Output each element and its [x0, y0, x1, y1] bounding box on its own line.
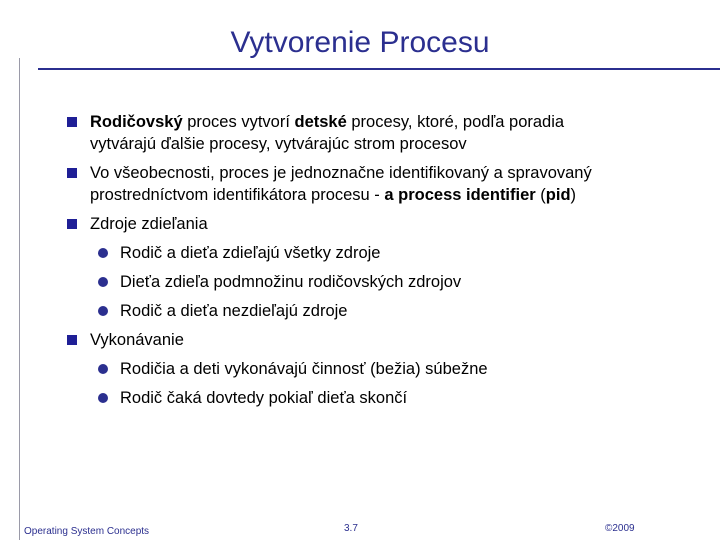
bullet-1-text-1: proces vytvorí [182, 113, 295, 131]
footer-left: Operating System Concepts [24, 526, 150, 537]
bullet-4: Vykonávanie [90, 331, 184, 349]
square-bullet-icon [67, 168, 77, 178]
square-bullet-icon [67, 117, 77, 127]
bullet-3-sub-1: Rodič a dieťa zdieľajú všetky zdroje [120, 244, 381, 262]
footer-copyright: ©2009 [605, 523, 635, 534]
bullet-2-strong-2: pid [545, 186, 571, 204]
bullet-1-strong-1: Rodičovský [90, 113, 183, 131]
circle-bullet-icon [98, 248, 108, 258]
bullet-1-line-1 [90, 111, 564, 133]
circle-bullet-icon [98, 277, 108, 287]
bullet-1-text-2: procesy, ktoré, podľa poradia [346, 113, 565, 131]
circle-bullet-icon [98, 364, 108, 374]
bullet-1-strong-2: detské [294, 113, 347, 131]
bullet-1-line-2: vytvárajú ďalšie procesy, vytvárajúc strom procesov [90, 135, 467, 153]
bullet-4-sub-2: Rodič čaká dovtedy pokiaľ dieťa skončí [120, 389, 408, 407]
square-bullet-icon [67, 219, 77, 229]
footer-page-number: 3.7 [344, 523, 358, 534]
bullet-4-sub-1: Rodičia a deti vykonávajú činnosť (bežia) súbežne [120, 360, 488, 378]
bullet-3: Zdroje zdieľania [90, 215, 208, 233]
title-underline [38, 68, 720, 70]
bullet-2-text-3: ) [570, 186, 577, 204]
slide-title: Vytvorenie Procesu [230, 26, 490, 59]
bullet-2-strong-1: a process identifier [384, 186, 536, 204]
bullet-2-text-1: prostredníctvom identifikátora procesu - [90, 186, 385, 204]
bullet-3-sub-2: Dieťa zdieľa podmnožinu rodičovských zdrojov [120, 273, 462, 291]
left-vertical-rule [19, 58, 20, 540]
bullet-2-text-2: ( [535, 186, 546, 204]
bullet-2-line-1: Vo všeobecnosti, proces je jednoznačne identifikovaný a spravovaný [90, 164, 592, 182]
square-bullet-icon [67, 335, 77, 345]
bullet-3-sub-3: Rodič a dieťa nezdieľajú zdroje [120, 302, 348, 320]
circle-bullet-icon [98, 393, 108, 403]
bullet-2-line-2 [90, 184, 576, 206]
circle-bullet-icon [98, 306, 108, 316]
